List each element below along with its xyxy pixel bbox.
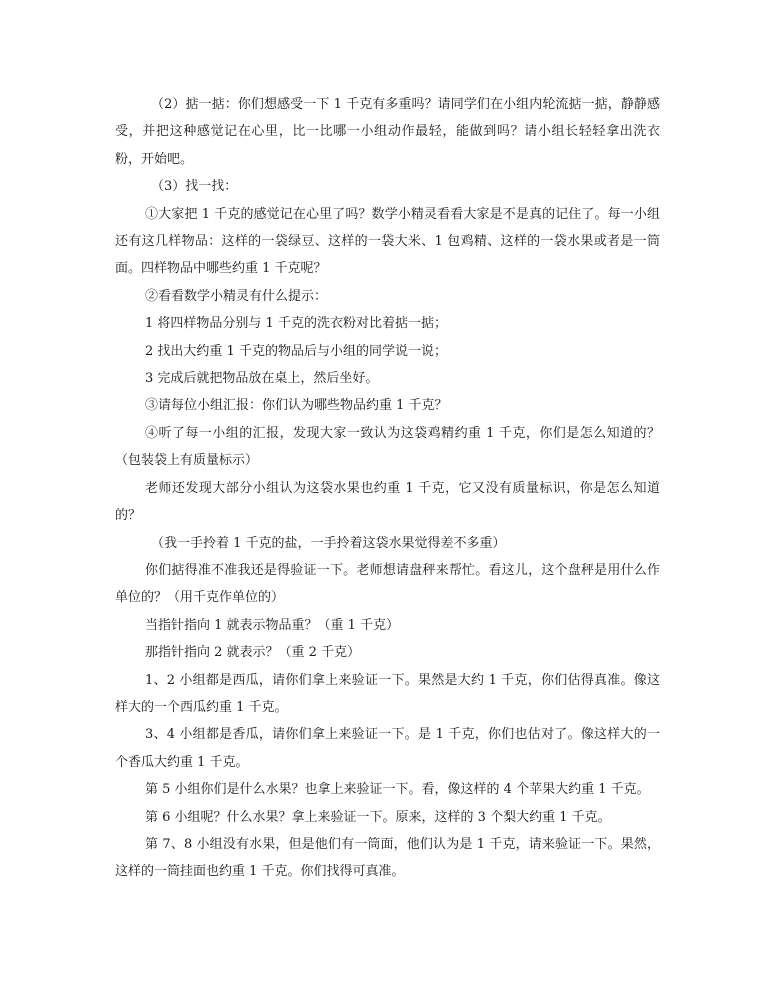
paragraph-step-4: ④听了每一小组的汇报，发现大家一致认为这袋鸡精约重 1 千克，你们是怎么知道的？（包装袋上有质量标示） (115, 425, 660, 469)
paragraph-group-5: 第 5 小组你们是什么水果？也拿上来验证一下。看，像这样的 4 个苹果大约重 1 千克。 (145, 782, 650, 798)
paragraph-pointer-2: 那指针指向 2 就表示？（重 2 千克） (145, 645, 361, 661)
paragraph-group-6: 第 6 小组呢？什么水果？拿上来验证一下。原来，这样的 3 个梨大约重 1 千克。 (145, 809, 611, 825)
paragraph-scale-intro: 你们掂得准不准我还是得验证一下。老师想请盘秤来帮忙。看这儿，这个盘秤是用什么作单位的？（用千克作单位的） (115, 562, 660, 606)
document-page (115, 91, 660, 886)
paragraph-hint-1: 1 将四样物品分别与 1 千克的洗衣粉对比着掂一掂； (145, 316, 447, 332)
paragraph-step-2: ②看看数学小精灵有什么提示： (145, 288, 328, 304)
paragraph-fruit-question: 老师还发现大部分小组认为这袋水果也约重 1 千克，它又没有质量标识，你是怎么知道的？ (115, 480, 660, 524)
paragraph-step-1: ①大家把 1 千克的感觉记在心里了吗？数学小精灵看看大家是不是真的记住了。每一小组还有这几样物品：这样的一袋绿豆、这样的一袋大米、1 包鸡精、这样的一袋水果或者是一筒面。四样物品中哪些约重 1 千克呢？ (115, 206, 660, 277)
paragraph-groups-1-2: 1、2 小组都是西瓜，请你们拿上来验证一下。果然是大约 1 千克，你们估得真准。像这样大的一个西瓜约重 1 千克。 (115, 672, 660, 715)
paragraph-groups-7-8: 第 7、8 小组没有水果，但是他们有一筒面，他们认为是 1 千克，请来验证一下。果然，这样的一筒挂面也约重 1 千克。你们找得可真准。 (115, 836, 660, 880)
paragraph-step-3: ③请每位小组汇报：你们认为哪些物品约重 1 千克？ (145, 398, 448, 414)
paragraph-find-heading: （3）找一找： (151, 179, 238, 195)
paragraph-fruit-answer: （我一手拎着 1 千克的盐，一手拎着这袋水果觉得差不多重） (151, 535, 506, 551)
paragraph-weigh-by-hand: （2）掂一掂：你们想感受一下 1 千克有多重吗？请同学们在小组内轮流掂一掂，静静感受，并把这种感觉记在心里，比一比哪一小组动作最轻，能做到吗？请小组长轻轻拿出洗衣粉，开始吧。 (115, 97, 660, 167)
paragraph-hint-3: 3 完成后就把物品放在桌上，然后坐好。 (145, 371, 379, 387)
paragraph-hint-2: 2 找出大约重 1 千克的物品后与小组的同学说一说； (145, 343, 447, 359)
paragraph-pointer-1: 当指针指向 1 就表示物品重？（重 1 千克） (145, 617, 400, 633)
paragraph-groups-3-4: 3、4 小组都是香瓜，请你们拿上来验证一下。是 1 千克，你们也估对了。像这样大的一个香瓜大约重 1 千克。 (115, 727, 660, 770)
